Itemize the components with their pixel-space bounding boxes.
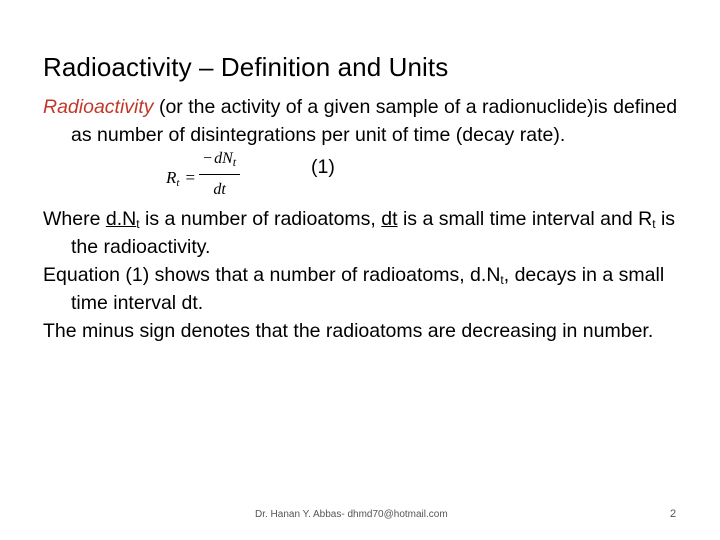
dN-term: $d.N_t$ — [105, 208, 140, 231]
definition-paragraph — [43, 93, 693, 149]
formula-numerator: − $dN_t$ — [199, 145, 240, 175]
minus-sign-paragraph: The minus sign denotes that the radioatoms are decreasing in number. — [43, 320, 654, 342]
formula-lhs: $R_t$ — [166, 167, 180, 189]
page-number: 2 — [670, 508, 677, 520]
formula-denominator: dt — [213, 181, 226, 198]
slide-body — [43, 93, 693, 345]
decay-rate-formula — [166, 145, 240, 204]
footer-author: Dr. Hanan Y. Abbas- dhmd70@hotmail.com — [255, 509, 448, 520]
slide-title: Radioactivity – Definition and Units — [43, 52, 449, 82]
dt-term: dt — [381, 208, 398, 230]
equation-number: (1) — [311, 156, 335, 178]
equation-row — [43, 149, 693, 205]
formula-equals: = — [185, 167, 196, 187]
where-paragraph: Where $d.N_t$ is a number of radioatoms, dt is a small time interval and $R_t$ is the radioactivity. — [43, 208, 676, 258]
equation-note-paragraph: Equation (1) shows that a number of radioatoms, $d.N_t$, decays in a small time interval dt. — [43, 264, 665, 314]
term-radioactivity: Radioactivity — [43, 96, 154, 118]
definition-text: (or the activity of a given sample of a radionuclide)is defined as number of disintegrations per unit of time (decay rate). — [71, 96, 678, 146]
formula-fraction — [199, 145, 240, 204]
